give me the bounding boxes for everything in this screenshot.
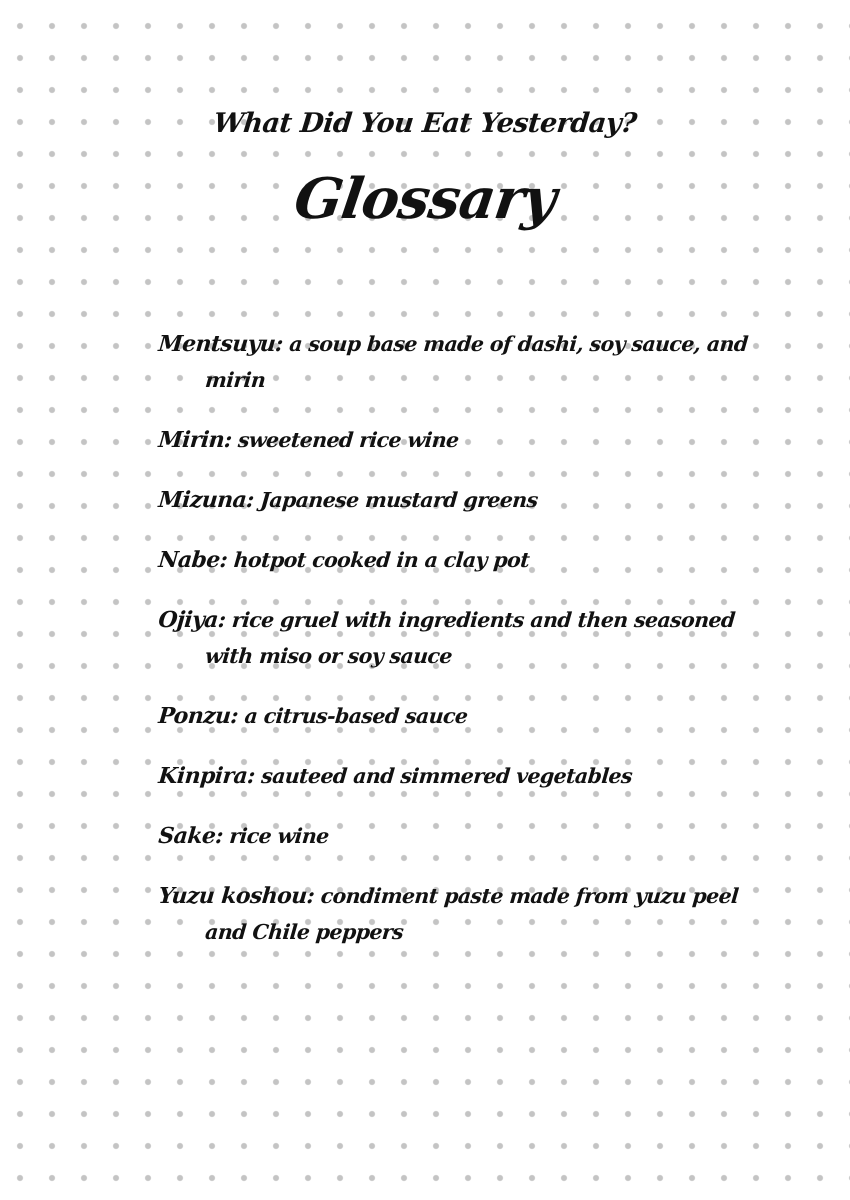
glossary-definition: condiment paste made from yuzu peel and Chile peppers bbox=[204, 884, 740, 944]
glossary-entry-yuzu-koshou bbox=[154, 878, 760, 950]
glossary-list bbox=[157, 326, 760, 974]
page-title: Glossary bbox=[290, 166, 560, 232]
glossary-definition: rice gruel with ingredients and then seasoned with miso or soy sauce bbox=[204, 608, 736, 668]
glossary-entry-kinpira bbox=[157, 758, 760, 794]
glossary-definition: sauteed and simmered vegetables bbox=[260, 764, 634, 788]
glossary-definition: hotpot cooked in a clay pot bbox=[232, 548, 531, 572]
glossary-term: Nabe: bbox=[157, 547, 229, 573]
glossary-term: Mirin: bbox=[157, 427, 233, 453]
glossary-term: Ojiya: bbox=[157, 607, 227, 633]
glossary-term: Ponzu: bbox=[157, 703, 240, 729]
glossary-term: Yuzu koshou: bbox=[157, 883, 316, 909]
glossary-term: Mentsuyu: bbox=[157, 331, 284, 357]
glossary-entry-mirin bbox=[157, 422, 760, 458]
series-title: What Did You Eat Yesterday? bbox=[211, 108, 639, 139]
glossary-definition: a soup base made of dashi, soy sauce, and mirin bbox=[204, 332, 749, 392]
glossary-definition: rice wine bbox=[228, 824, 330, 848]
glossary-entry-ponzu bbox=[157, 698, 760, 734]
glossary-entry-mentsuyu bbox=[154, 326, 760, 398]
glossary-entry-sake bbox=[157, 818, 760, 854]
glossary-entry-mizuna bbox=[157, 482, 760, 518]
glossary-entry-ojiya bbox=[154, 602, 760, 674]
glossary-definition: Japanese mustard greens bbox=[259, 488, 539, 512]
glossary-entry-nabe bbox=[157, 542, 760, 578]
glossary-definition: a citrus-based sauce bbox=[243, 704, 469, 728]
glossary-term: Sake: bbox=[157, 823, 225, 849]
glossary-term: Kinpira: bbox=[157, 763, 256, 789]
glossary-term: Mizuna: bbox=[157, 487, 255, 513]
glossary-definition: sweetened rice wine bbox=[237, 428, 460, 452]
